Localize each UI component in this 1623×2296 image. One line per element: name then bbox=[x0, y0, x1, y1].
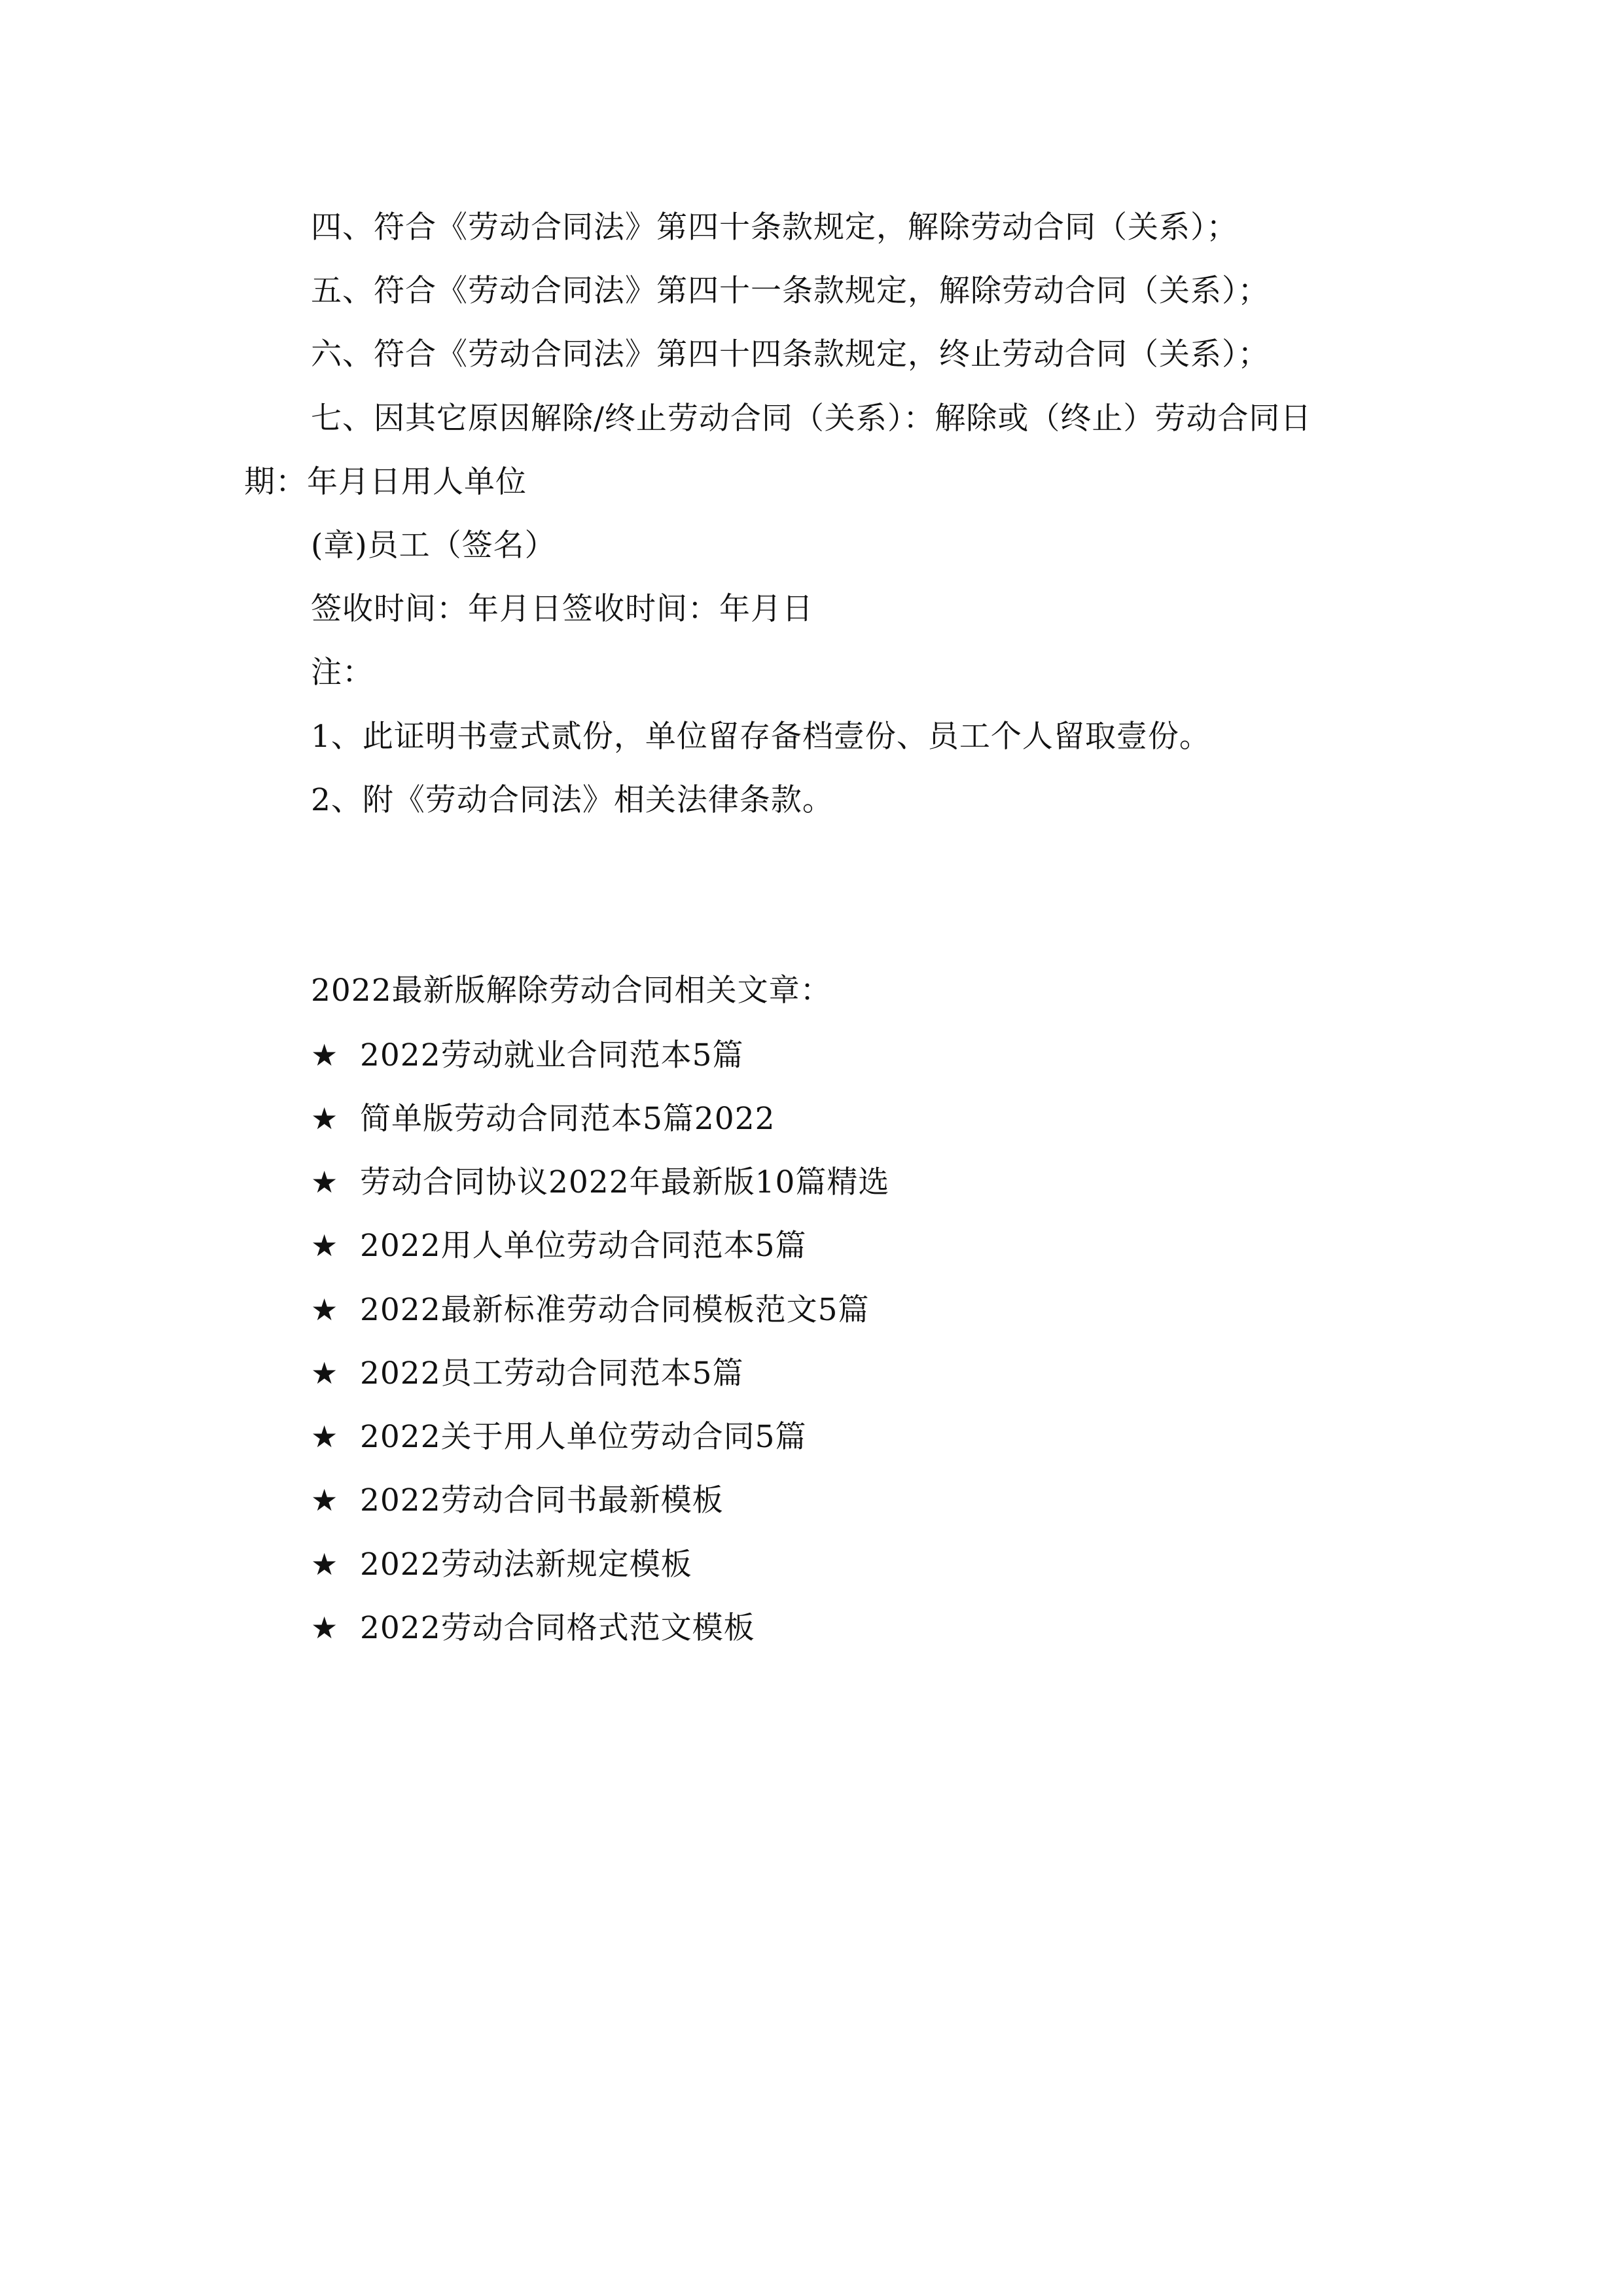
related-article-link[interactable] bbox=[311, 1545, 692, 1585]
related-article-link[interactable] bbox=[311, 1608, 755, 1648]
star-icon: ★ bbox=[311, 1101, 339, 1136]
related-article-title[interactable]: 2022最新标准劳动合同模板范文5篇 bbox=[360, 1292, 870, 1328]
related-article-link[interactable] bbox=[311, 1226, 807, 1266]
star-icon: ★ bbox=[311, 1610, 339, 1645]
clause-4: 四、符合《劳动合同法》第四十条款规定，解除劳动合同（关系）； bbox=[311, 209, 1238, 245]
related-article-title[interactable]: 2022劳动合同书最新模板 bbox=[360, 1482, 724, 1518]
star-icon: ★ bbox=[311, 1419, 339, 1454]
receipt-time-line: 签收时间：年月日签收时间：年月日 bbox=[311, 591, 813, 627]
star-icon: ★ bbox=[311, 1355, 339, 1391]
notes-heading: 注： bbox=[311, 655, 374, 691]
related-article-link[interactable] bbox=[311, 1035, 744, 1075]
related-article-title[interactable]: 2022员工劳动合同范本5篇 bbox=[360, 1355, 744, 1391]
clause-6: 六、符合《劳动合同法》第四十四条款规定，终止劳动合同（关系）； bbox=[311, 336, 1270, 372]
related-article-link[interactable] bbox=[311, 1290, 870, 1330]
star-icon: ★ bbox=[311, 1292, 339, 1327]
related-article-title[interactable]: 2022劳动就业合同范本5篇 bbox=[360, 1037, 744, 1073]
note-2: 2、附《劳动合同法》相关法律条款。 bbox=[311, 782, 834, 818]
related-article-link[interactable] bbox=[311, 1162, 889, 1202]
related-article-link[interactable] bbox=[311, 1417, 807, 1457]
related-article-title[interactable]: 2022劳动合同格式范文模板 bbox=[360, 1610, 755, 1646]
star-icon: ★ bbox=[311, 1547, 339, 1582]
clause-5: 五、符合《劳动合同法》第四十一条款规定，解除劳动合同（关系）； bbox=[311, 273, 1270, 309]
related-article-title[interactable]: 2022用人单位劳动合同范本5篇 bbox=[360, 1228, 807, 1264]
related-article-link[interactable] bbox=[311, 1354, 744, 1393]
clause-7-continuation: 期：年月日用人单位 bbox=[244, 464, 527, 500]
related-article-title[interactable]: 简单版劳动合同范本5篇2022 bbox=[360, 1101, 776, 1137]
related-article-title[interactable]: 2022劳动法新规定模板 bbox=[360, 1547, 692, 1583]
star-icon: ★ bbox=[311, 1482, 339, 1518]
star-icon: ★ bbox=[311, 1228, 339, 1263]
star-icon: ★ bbox=[311, 1164, 339, 1200]
related-article-title[interactable]: 劳动合同协议2022年最新版10篇精选 bbox=[360, 1164, 890, 1200]
clause-7: 七、因其它原因解除/终止劳动合同（关系）：解除或（终止）劳动合同日 bbox=[311, 401, 1312, 437]
signature-line: (章)员工（签名） bbox=[311, 528, 556, 564]
note-1: 1、此证明书壹式贰份，单位留存备档壹份、员工个人留取壹份。 bbox=[311, 719, 1211, 755]
related-article-link[interactable] bbox=[311, 1480, 724, 1520]
related-article-link[interactable] bbox=[311, 1099, 776, 1139]
related-article-title[interactable]: 2022关于用人单位劳动合同5篇 bbox=[360, 1419, 807, 1455]
related-articles-heading: 2022最新版解除劳动合同相关文章： bbox=[311, 973, 832, 1009]
star-icon: ★ bbox=[311, 1037, 339, 1073]
